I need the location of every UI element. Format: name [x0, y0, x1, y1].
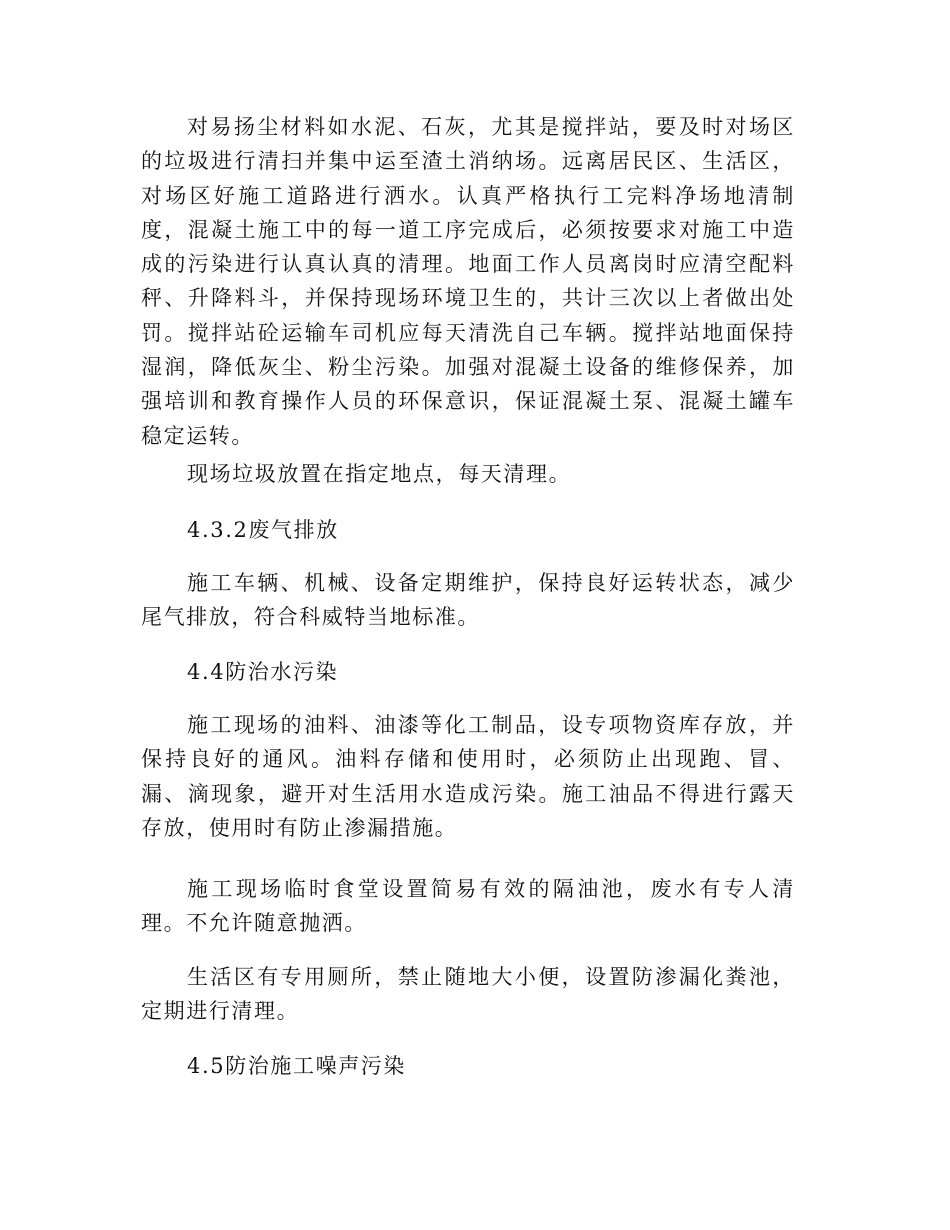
section-heading-4-5: 4.5防治施工噪声污染 [187, 1054, 406, 1078]
paragraph-chemicals: 施工现场的油料、油漆等化工制品，设专项物资库存放，并保持良好的通风。油料存储和使用时，必须防止出现跑、冒、漏、滴现象，避开对生活用水造成污染。施工油品不得进行露天存放，使用时有防止渗漏措施。 [141, 713, 795, 840]
paragraph-canteen: 施工现场临时食堂设置简易有效的隔油池，废水有专人清理。不允许随意抛洒。 [141, 877, 795, 936]
paragraph-exhaust: 施工车辆、机械、设备定期维护，保持良好运转状态，减少尾气排放，符合科威特当地标准。 [141, 571, 795, 630]
section-heading-4-3-2: 4.3.2废气排放 [187, 518, 339, 542]
paragraph-garbage: 现场垃圾放置在指定地点，每天清理。 [187, 462, 572, 486]
paragraph-dust-control: 对易扬尘材料如水泥、石灰，尤其是搅拌站，要及时对场区的垃圾进行清扫并集中运至渣土消纳场。远离居民区、生活区，对场区好施工道路进行洒水。认真严格执行工完料净场地清制度，混凝土施工中的每一道工序完成后，必须按要求对施工中造成的污染进行认真认真的清理。地面工作人员离岗时应清空配料秤、升降料斗，并保持现场环境卫生的，共计三次以上者做出处罚。搅拌站砼运输车司机应每天清洗自己车辆。搅拌站地面保持湿润，降低灰尘、粉尘污染。加强对混凝土设备的维修保养，加强培训和教育操作人员的环保意识，保证混凝土泵、混凝土罐车稳定运转。 [141, 115, 795, 448]
paragraph-toilets: 生活区有专用厕所，禁止随地大小便，设置防渗漏化粪池，定期进行清理。 [141, 965, 795, 1024]
section-heading-4-4: 4.4防治水污染 [187, 660, 339, 684]
